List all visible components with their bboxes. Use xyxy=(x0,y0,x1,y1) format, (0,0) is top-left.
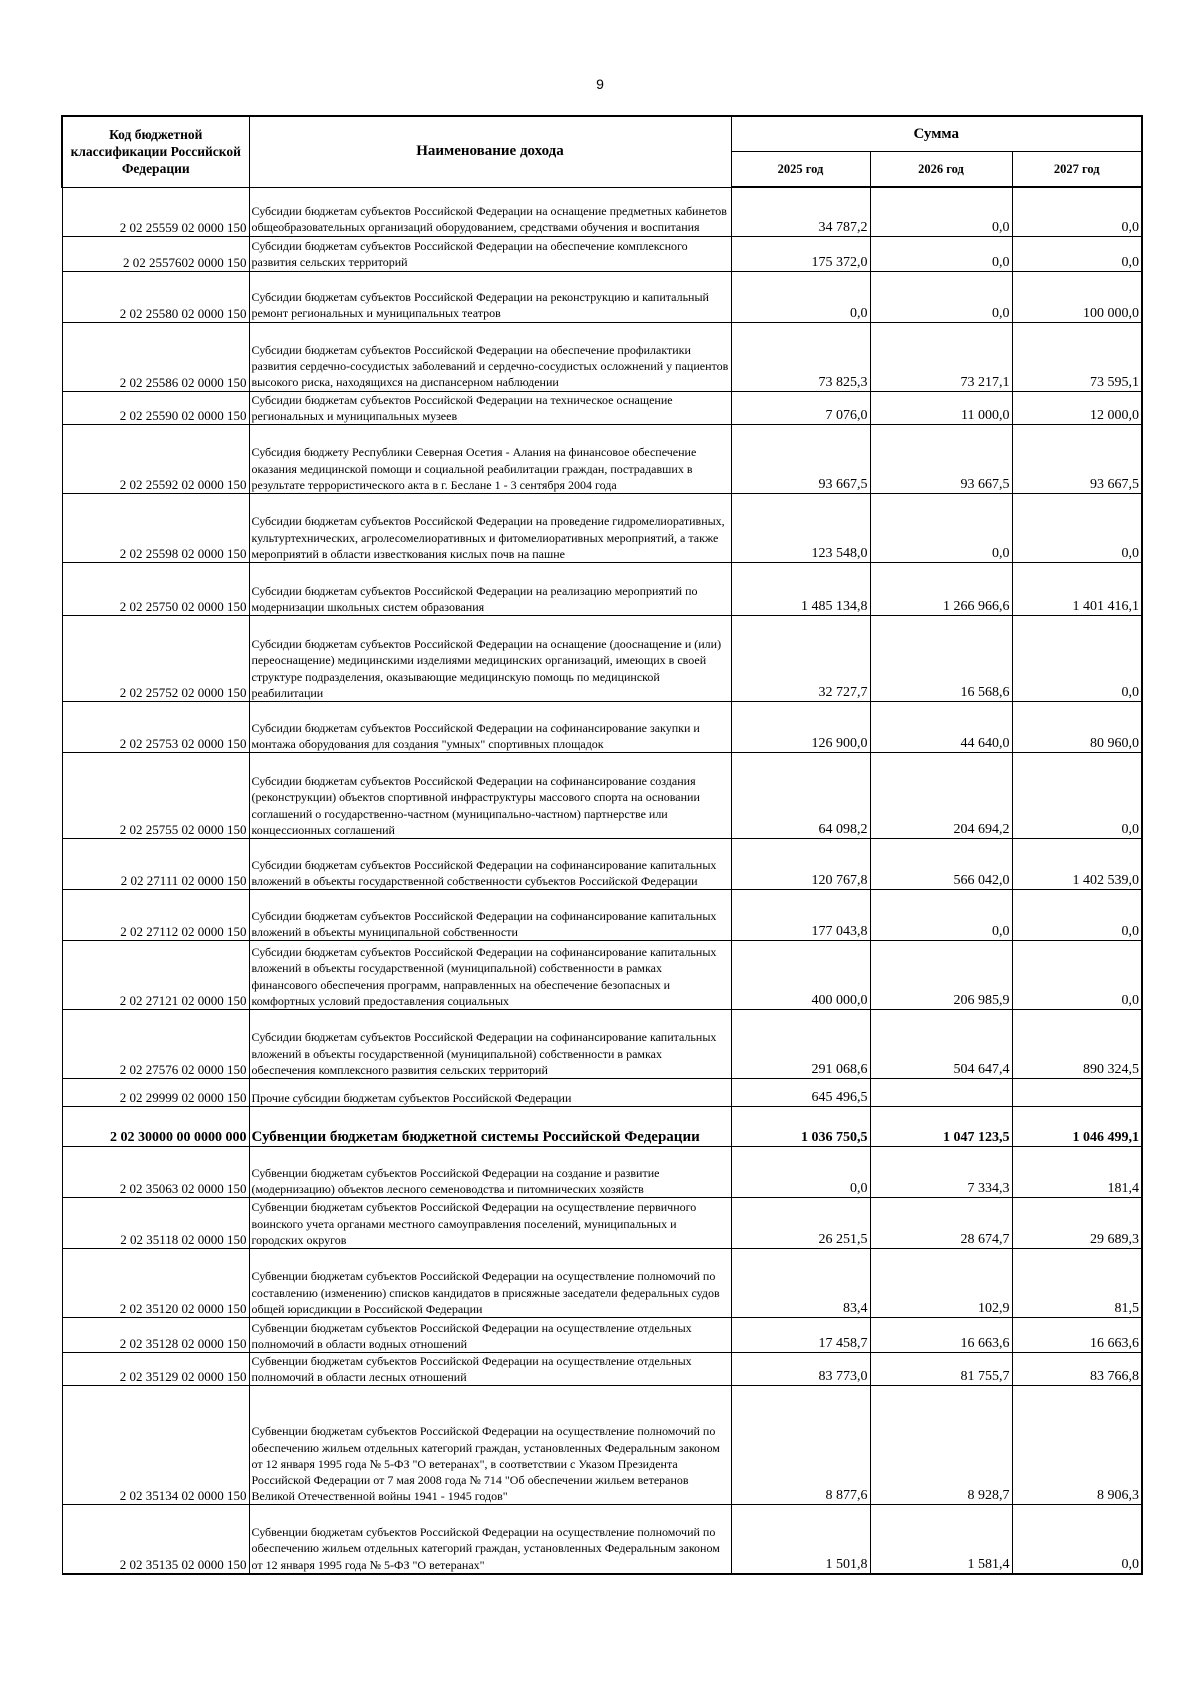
row-code: 2 02 25752 02 0000 150 xyxy=(62,615,249,701)
table-row xyxy=(62,322,1142,391)
row-value-2025: 32 727,7 xyxy=(731,615,870,701)
row-value-2027: 890 324,5 xyxy=(1012,1009,1142,1078)
row-value-2027: 83 766,8 xyxy=(1012,1352,1142,1385)
row-name: Субсидия бюджету Республики Северная Осетия - Алания на финансовое обеспечение оказания медицинской помощи и социальной реабилитации граждан, пострадавших в результате террористического акта в г. Беслане 1 - 3 сентября 2004 года xyxy=(249,424,731,493)
row-value-2026: 204 694,2 xyxy=(870,752,1012,838)
row-value-2025: 7 076,0 xyxy=(731,391,870,424)
table-row xyxy=(62,562,1142,615)
table-body xyxy=(62,187,1142,1574)
row-code: 2 02 35120 02 0000 150 xyxy=(62,1248,249,1317)
table-row xyxy=(62,838,1142,889)
row-name: Субсидии бюджетам субъектов Российской Федерации на софинансирование капитальных вложений в объекты государственной (муниципальной) собственности в рамках финансового обеспечения программ, направленных на обеспечение безопасных и комфортных условий предоставления социальных xyxy=(249,940,731,1009)
table-row xyxy=(62,1317,1142,1352)
header-year-2026: 2026 год xyxy=(870,152,1012,188)
row-name: Субсидии бюджетам субъектов Российской Федерации на оснащение предметных кабинетов общеобразовательных организаций оборудованием, средствами обучения и воспитания xyxy=(249,187,731,236)
row-value-2027: 0,0 xyxy=(1012,752,1142,838)
row-value-2025: 175 372,0 xyxy=(731,236,870,271)
row-value-2026: 0,0 xyxy=(870,236,1012,271)
table-row xyxy=(62,493,1142,562)
row-value-2025: 34 787,2 xyxy=(731,187,870,236)
row-value-2026: 0,0 xyxy=(870,889,1012,940)
row-code: 2 02 25586 02 0000 150 xyxy=(62,322,249,391)
row-name: Субсидии бюджетам субъектов Российской Федерации на техническое оснащение региональных и муниципальных музеев xyxy=(249,391,731,424)
row-value-2025: 1 501,8 xyxy=(731,1505,870,1574)
row-code: 2 02 35128 02 0000 150 xyxy=(62,1317,249,1352)
table-row xyxy=(62,271,1142,322)
row-value-2026: 0,0 xyxy=(870,271,1012,322)
row-code: 2 02 35134 02 0000 150 xyxy=(62,1386,249,1505)
row-code: 2 02 35129 02 0000 150 xyxy=(62,1352,249,1385)
table-row xyxy=(62,1197,1142,1248)
table-row xyxy=(62,1078,1142,1106)
table-row xyxy=(62,187,1142,236)
row-value-2027: 181,4 xyxy=(1012,1146,1142,1197)
row-code: 2 02 25750 02 0000 150 xyxy=(62,562,249,615)
header-year-2027: 2027 год xyxy=(1012,152,1142,188)
row-value-2027: 0,0 xyxy=(1012,615,1142,701)
row-name: Субвенции бюджетам субъектов Российской Федерации на осуществление отдельных полномочий в области лесных отношений xyxy=(249,1352,731,1385)
table-row xyxy=(62,424,1142,493)
header-name: Наименование дохода xyxy=(249,116,731,187)
table-row xyxy=(62,1146,1142,1197)
row-value-2026: 73 217,1 xyxy=(870,322,1012,391)
row-value-2026: 1 581,4 xyxy=(870,1505,1012,1574)
row-code: 2 02 2557602 0000 150 xyxy=(62,236,249,271)
table-row xyxy=(62,889,1142,940)
row-code: 2 02 25753 02 0000 150 xyxy=(62,701,249,752)
row-name: Субсидии бюджетам субъектов Российской Федерации на проведение гидромелиоративных, культуртехнических, агролесомелиоративных и фитомелиоративных мероприятий, а также мероприятий в области известкования кислых почв на пашне xyxy=(249,493,731,562)
table-row xyxy=(62,1248,1142,1317)
row-name: Субсидии бюджетам субъектов Российской Федерации на реконструкцию и капитальный ремонт региональных и муниципальных театров xyxy=(249,271,731,322)
row-value-2026: 16 663,6 xyxy=(870,1317,1012,1352)
table-row xyxy=(62,236,1142,271)
row-value-2025: 400 000,0 xyxy=(731,940,870,1009)
row-name: Субвенции бюджетам субъектов Российской Федерации на осуществление полномочий по составлению (изменению) списков кандидатов в присяжные заседатели федеральных судов общей юрисдикции в Российской Федерации xyxy=(249,1248,731,1317)
row-name: Субсидии бюджетам субъектов Российской Федерации на софинансирование капитальных вложений в объекты муниципальной собственности xyxy=(249,889,731,940)
row-value-2026: 0,0 xyxy=(870,187,1012,236)
row-value-2027: 0,0 xyxy=(1012,187,1142,236)
row-value-2027: 29 689,3 xyxy=(1012,1197,1142,1248)
row-value-2025: 120 767,8 xyxy=(731,838,870,889)
row-code: 2 02 27111 02 0000 150 xyxy=(62,838,249,889)
row-code: 2 02 35118 02 0000 150 xyxy=(62,1197,249,1248)
row-value-2027: 16 663,6 xyxy=(1012,1317,1142,1352)
row-value-2025: 1 036 750,5 xyxy=(731,1106,870,1146)
row-value-2026: 504 647,4 xyxy=(870,1009,1012,1078)
table-row xyxy=(62,1505,1142,1574)
row-value-2027: 93 667,5 xyxy=(1012,424,1142,493)
row-code: 2 02 25590 02 0000 150 xyxy=(62,391,249,424)
row-value-2027: 0,0 xyxy=(1012,493,1142,562)
row-value-2026: 44 640,0 xyxy=(870,701,1012,752)
row-value-2027: 0,0 xyxy=(1012,1505,1142,1574)
row-value-2025: 83 773,0 xyxy=(731,1352,870,1385)
row-name: Субвенции бюджетам субъектов Российской Федерации на осуществление полномочий по обеспечению жильем отдельных категорий граждан, установленных Федеральным законом от 12 января 1995 года № 5-ФЗ "О ветеранах", в соответствии с Указом Президента Российской Федерации от 7 мая 2008 года № 714 "Об обеспечении жильем ветеранов Великой Отечественной войны 1941 - 1945 годов" xyxy=(249,1386,731,1505)
row-value-2026: 7 334,3 xyxy=(870,1146,1012,1197)
row-value-2027: 73 595,1 xyxy=(1012,322,1142,391)
row-value-2027: 80 960,0 xyxy=(1012,701,1142,752)
row-code: 2 02 25598 02 0000 150 xyxy=(62,493,249,562)
row-value-2025: 126 900,0 xyxy=(731,701,870,752)
table-row xyxy=(62,1352,1142,1385)
row-code: 2 02 30000 00 0000 000 xyxy=(62,1106,249,1146)
row-code: 2 02 29999 02 0000 150 xyxy=(62,1078,249,1106)
row-value-2025: 83,4 xyxy=(731,1248,870,1317)
row-value-2027: 8 906,3 xyxy=(1012,1386,1142,1505)
row-code: 2 02 27121 02 0000 150 xyxy=(62,940,249,1009)
row-value-2025: 26 251,5 xyxy=(731,1197,870,1248)
row-value-2026 xyxy=(870,1078,1012,1106)
row-value-2026: 16 568,6 xyxy=(870,615,1012,701)
row-value-2026: 206 985,9 xyxy=(870,940,1012,1009)
row-value-2025: 93 667,5 xyxy=(731,424,870,493)
row-value-2026: 8 928,7 xyxy=(870,1386,1012,1505)
row-value-2025: 291 068,6 xyxy=(731,1009,870,1078)
row-name: Субсидии бюджетам субъектов Российской Федерации на обеспечение профилактики развития сердечно-сосудистых заболеваний и сердечно-сосудистых осложнений у пациентов высокого риска, находящихся на диспансерном наблюдении xyxy=(249,322,731,391)
row-name: Прочие субсидии бюджетам субъектов Российской Федерации xyxy=(249,1078,731,1106)
page-number: 9 xyxy=(596,76,604,92)
row-value-2027: 1 402 539,0 xyxy=(1012,838,1142,889)
row-name: Субсидии бюджетам субъектов Российской Федерации на обеспечение комплексного развития сельских территорий xyxy=(249,236,731,271)
row-value-2025: 64 098,2 xyxy=(731,752,870,838)
row-code: 2 02 27112 02 0000 150 xyxy=(62,889,249,940)
row-value-2026: 28 674,7 xyxy=(870,1197,1012,1248)
row-name: Субвенции бюджетам субъектов Российской Федерации на создание и развитие (модернизацию) объектов лесного семеноводства и питомнических хозяйств xyxy=(249,1146,731,1197)
table-row xyxy=(62,1106,1142,1146)
row-value-2027: 81,5 xyxy=(1012,1248,1142,1317)
row-value-2027: 0,0 xyxy=(1012,889,1142,940)
row-code: 2 02 25592 02 0000 150 xyxy=(62,424,249,493)
row-name: Субсидии бюджетам субъектов Российской Федерации на софинансирование капитальных вложений в объекты государственной (муниципальной) собственности в рамках обеспечения комплексного развития сельских территорий xyxy=(249,1009,731,1078)
row-value-2025: 73 825,3 xyxy=(731,322,870,391)
row-value-2027: 0,0 xyxy=(1012,940,1142,1009)
row-value-2026: 11 000,0 xyxy=(870,391,1012,424)
row-name: Субвенции бюджетам субъектов Российской Федерации на осуществление отдельных полномочий в области водных отношений xyxy=(249,1317,731,1352)
row-value-2026: 81 755,7 xyxy=(870,1352,1012,1385)
row-name: Субсидии бюджетам субъектов Российской Федерации на софинансирование закупки и монтажа оборудования для создания "умных" спортивных площадок xyxy=(249,701,731,752)
revenue-table xyxy=(61,115,1143,1575)
row-value-2027 xyxy=(1012,1078,1142,1106)
header-code: Код бюджетной классификации Российской Федерации xyxy=(62,116,249,187)
row-value-2025: 645 496,5 xyxy=(731,1078,870,1106)
table-row xyxy=(62,940,1142,1009)
row-value-2026: 0,0 xyxy=(870,493,1012,562)
row-value-2027: 1 401 416,1 xyxy=(1012,562,1142,615)
row-code: 2 02 25580 02 0000 150 xyxy=(62,271,249,322)
row-name: Субсидии бюджетам субъектов Российской Федерации на софинансирование капитальных вложений в объекты государственной собственности субъектов Российской Федерации xyxy=(249,838,731,889)
table-row xyxy=(62,701,1142,752)
row-value-2025: 0,0 xyxy=(731,271,870,322)
row-value-2027: 0,0 xyxy=(1012,236,1142,271)
row-value-2026: 93 667,5 xyxy=(870,424,1012,493)
row-value-2026: 1 266 966,6 xyxy=(870,562,1012,615)
row-name: Субсидии бюджетам субъектов Российской Федерации на софинансирование создания (реконструкции) объектов спортивной инфраструктуры массового спорта на основании соглашений о государственно-частном (муниципально-частном) партнерстве или концессионных соглашений xyxy=(249,752,731,838)
row-code: 2 02 35135 02 0000 150 xyxy=(62,1505,249,1574)
header-sum: Сумма xyxy=(731,116,1142,152)
row-value-2025: 8 877,6 xyxy=(731,1386,870,1505)
row-value-2025: 0,0 xyxy=(731,1146,870,1197)
row-value-2027: 12 000,0 xyxy=(1012,391,1142,424)
row-name: Субсидии бюджетам субъектов Российской Федерации на оснащение (дооснащение и (или) переоснащение) медицинскими изделиями медицинских организаций, имеющих в своей структуре подразделения, оказывающие медицинскую помощь по медицинской реабилитации xyxy=(249,615,731,701)
row-value-2027: 1 046 499,1 xyxy=(1012,1106,1142,1146)
table-row xyxy=(62,391,1142,424)
table-row xyxy=(62,615,1142,701)
row-value-2026: 102,9 xyxy=(870,1248,1012,1317)
row-code: 2 02 25755 02 0000 150 xyxy=(62,752,249,838)
row-name: Субсидии бюджетам субъектов Российской Федерации на реализацию мероприятий по модернизации школьных систем образования xyxy=(249,562,731,615)
table-row xyxy=(62,1009,1142,1078)
row-value-2025: 1 485 134,8 xyxy=(731,562,870,615)
row-name: Субвенции бюджетам субъектов Российской Федерации на осуществление первичного воинского учета органами местного самоуправления поселений, муниципальных и городских округов xyxy=(249,1197,731,1248)
table-row xyxy=(62,752,1142,838)
row-value-2027: 100 000,0 xyxy=(1012,271,1142,322)
row-value-2025: 123 548,0 xyxy=(731,493,870,562)
row-code: 2 02 35063 02 0000 150 xyxy=(62,1146,249,1197)
row-code: 2 02 25559 02 0000 150 xyxy=(62,187,249,236)
header-year-2025: 2025 год xyxy=(731,152,870,188)
row-value-2026: 1 047 123,5 xyxy=(870,1106,1012,1146)
row-value-2025: 17 458,7 xyxy=(731,1317,870,1352)
row-name: Субвенции бюджетам субъектов Российской Федерации на осуществление полномочий по обеспечению жильем отдельных категорий граждан, установленных Федеральным законом от 12 января 1995 года № 5-ФЗ "О ветеранах" xyxy=(249,1505,731,1574)
table-row xyxy=(62,1386,1142,1505)
row-value-2025: 177 043,8 xyxy=(731,889,870,940)
row-name: Субвенции бюджетам бюджетной системы Российской Федерации xyxy=(249,1106,731,1146)
row-value-2026: 566 042,0 xyxy=(870,838,1012,889)
row-code: 2 02 27576 02 0000 150 xyxy=(62,1009,249,1078)
